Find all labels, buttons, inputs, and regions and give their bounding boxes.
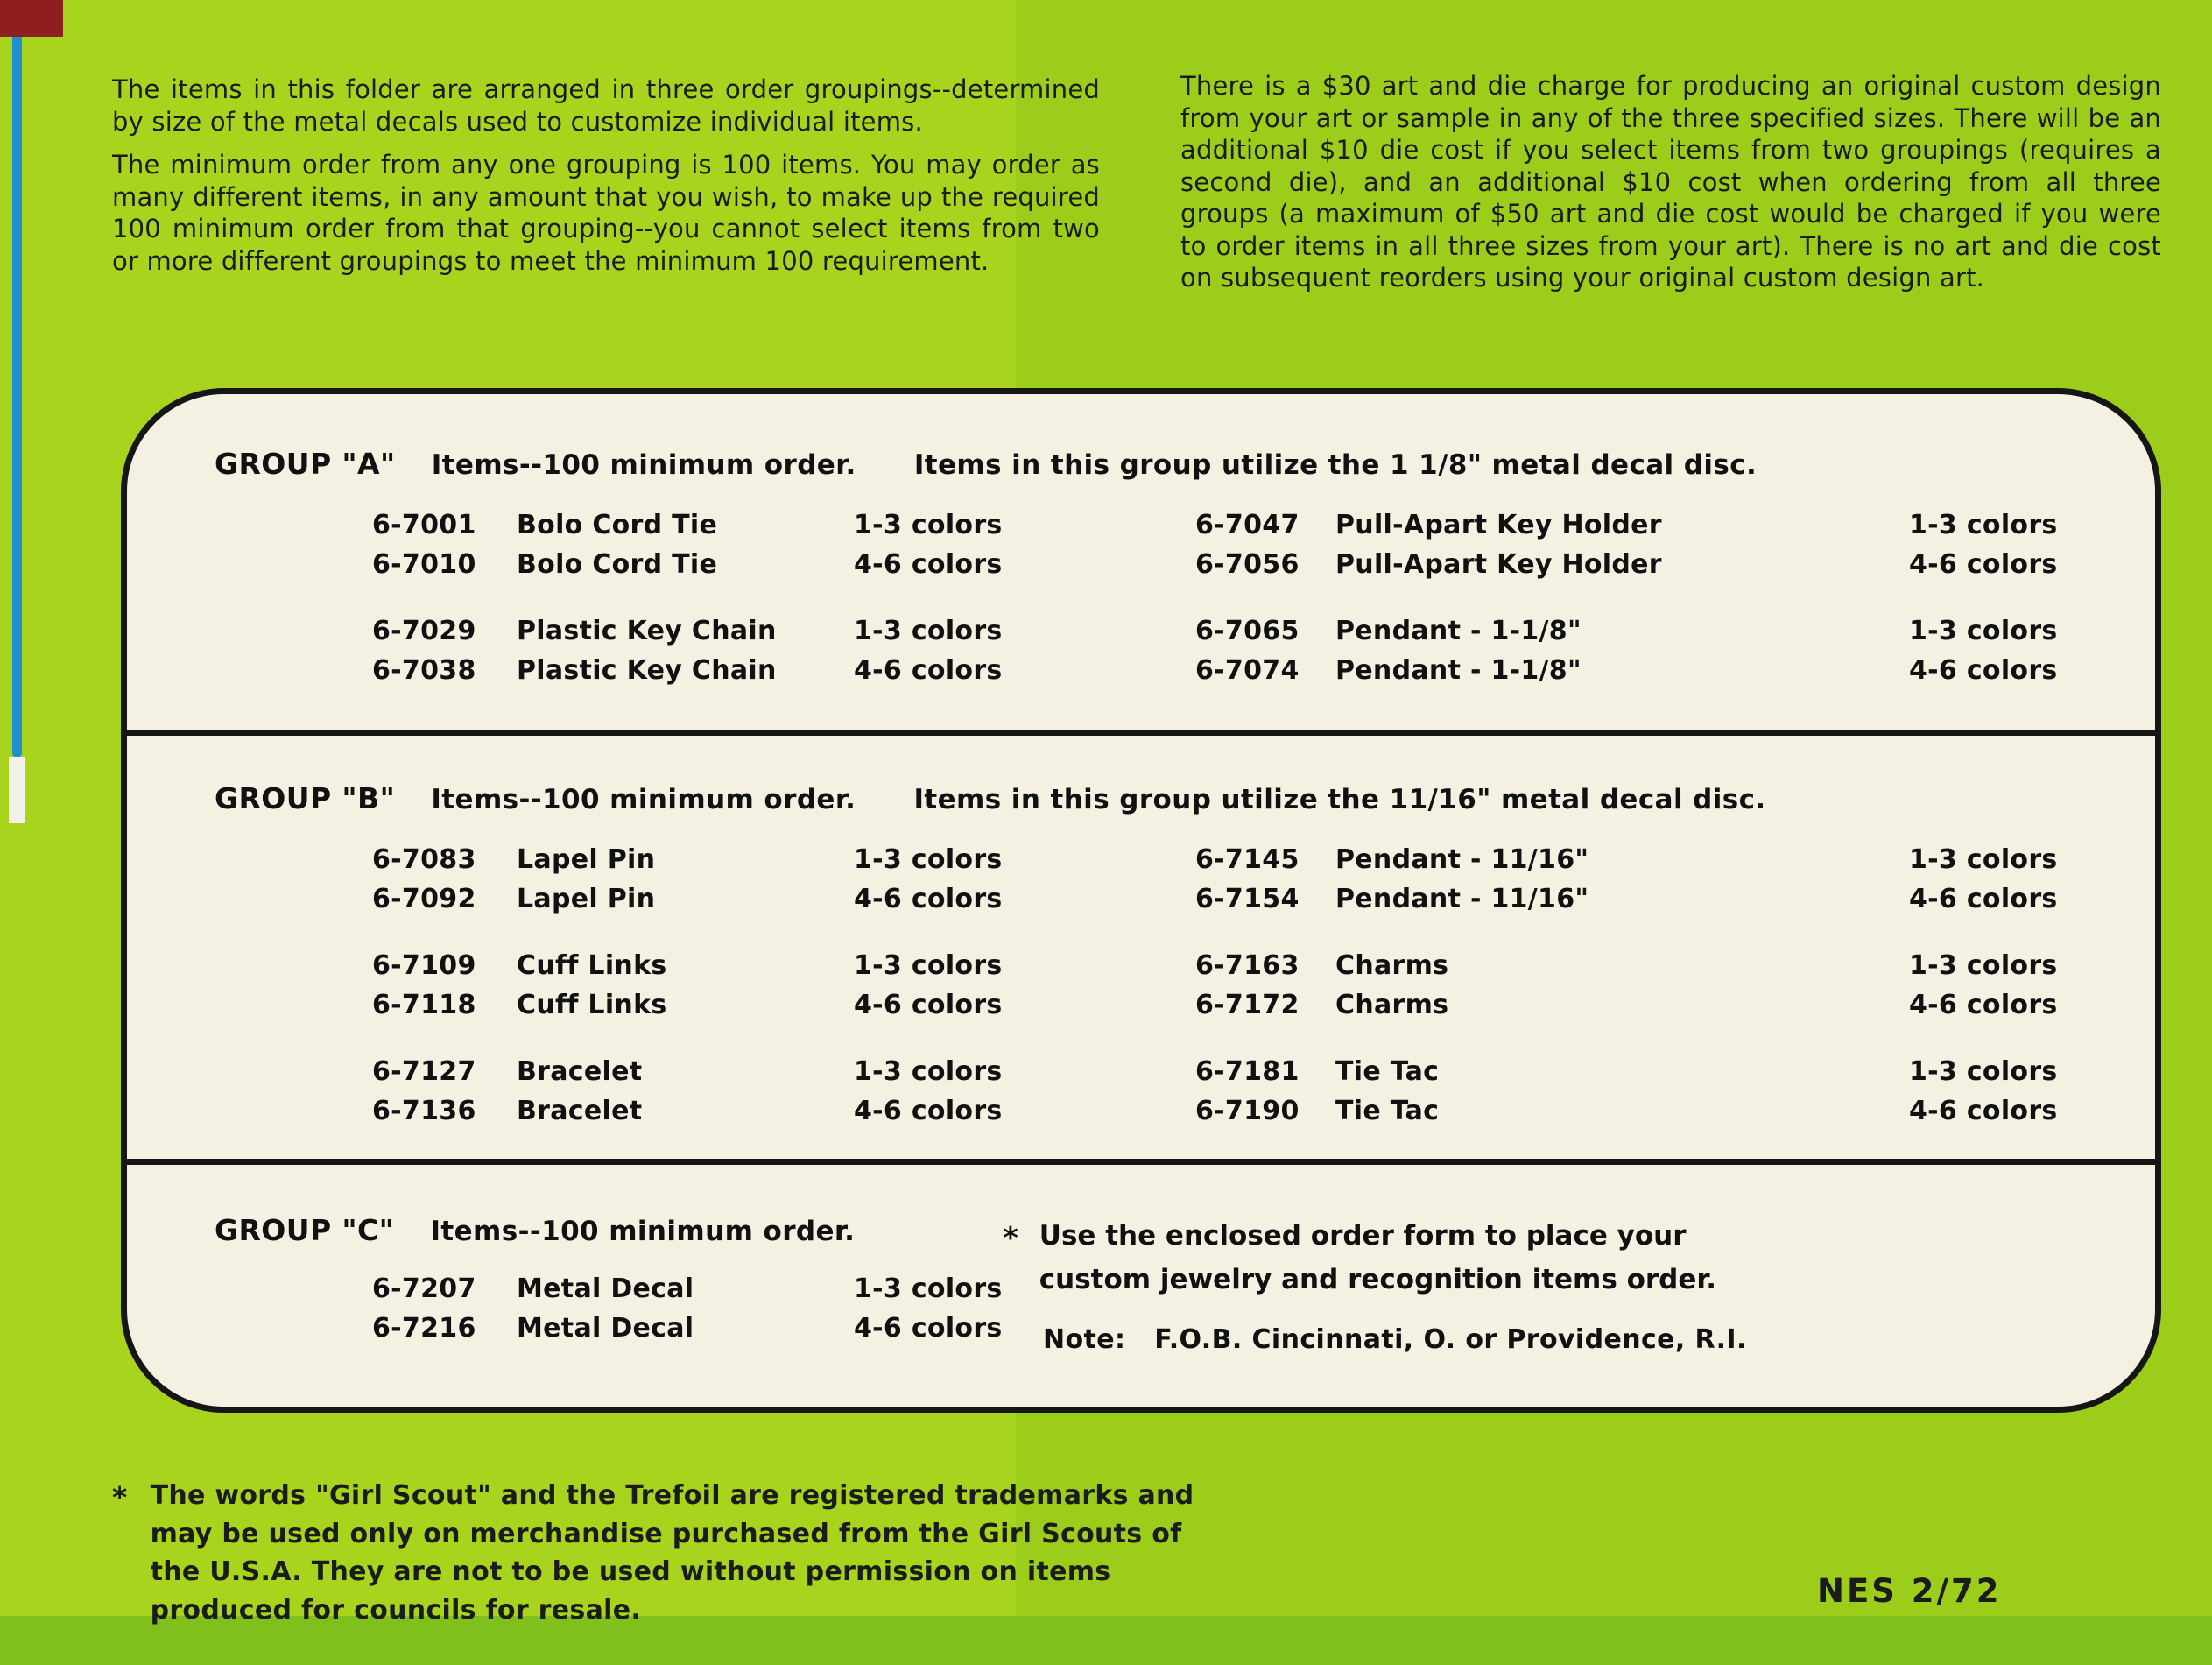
group-a-minimum-order: Items--100 minimum order. (431, 449, 856, 481)
group-c-items (372, 1269, 1003, 1348)
item-code: 6-7154 (1195, 884, 1300, 914)
item-colors: 1-3 colors (854, 844, 1003, 875)
group-divider (127, 1159, 2155, 1165)
item-row (1195, 1091, 2103, 1131)
item-row (1195, 1052, 2103, 1091)
item-code: 6-7145 (1195, 844, 1300, 875)
group-b-items-right-column (1195, 840, 2103, 1131)
intro-paragraph-art-die-charge: There is a $30 art and die charge for producing an original custom design from your art or sample in any of the three specified sizes. There will be an additional $10 die cost if you select items from two groupings (requires a second die), and an additional $10 cost when ordering from all three groups (a maximum of $50 art and die cost would be charged if you were to order items in all three sizes from your art). There is no art and die cost on subsequent reorders using your original custom design art. (1180, 71, 2161, 293)
group-a-label: GROUP "A" (215, 447, 396, 481)
item-name: Tie Tac (1335, 1096, 1440, 1126)
item-code: 6-7216 (372, 1313, 476, 1344)
item-name: Plastic Key Chain (517, 616, 777, 646)
left-edge-white-patch (9, 757, 25, 823)
group-a-section (127, 394, 2155, 730)
group-c-left (215, 1213, 1003, 1407)
corner-red-mark (0, 0, 63, 37)
group-b-label: GROUP "B" (215, 781, 396, 815)
item-colors: 4-6 colors (1909, 549, 2058, 580)
item-row (372, 505, 1195, 545)
item-name: Pull-Apart Key Holder (1335, 549, 1662, 580)
item-code: 6-7001 (372, 510, 476, 540)
item-colors: 1-3 colors (1909, 510, 2058, 540)
item-row (1195, 879, 2103, 919)
group-a-utilize-text: Items in this group utilize the 1 1/8" metal decal disc. (913, 449, 1758, 481)
item-colors: 4-6 colors (1909, 1096, 2058, 1126)
item-colors: 4-6 colors (1909, 884, 2058, 914)
asterisk-marker: * (1003, 1221, 1018, 1256)
item-colors: 1-3 colors (854, 950, 1003, 981)
order-form-note (1003, 1215, 1756, 1302)
item-name: Charms (1335, 950, 1449, 981)
item-code: 6-7181 (1195, 1056, 1300, 1087)
item-colors: 4-6 colors (854, 990, 1003, 1020)
group-b-header (215, 781, 2103, 815)
group-c-notes (1003, 1213, 2103, 1407)
item-code: 6-7163 (1195, 950, 1300, 981)
item-name: Plastic Key Chain (517, 655, 777, 686)
item-code: 6-7065 (1195, 616, 1300, 646)
item-name: Cuff Links (517, 950, 667, 981)
group-b-minimum-order: Items--100 minimum order. (431, 784, 856, 815)
item-row (372, 611, 1195, 651)
item-code: 6-7056 (1195, 549, 1300, 580)
item-code: 6-7127 (372, 1056, 476, 1087)
item-code: 6-7136 (372, 1096, 476, 1126)
item-code: 6-7029 (372, 616, 476, 646)
item-code: 6-7092 (372, 884, 476, 914)
group-c-section (127, 1165, 2155, 1407)
item-colors: 4-6 colors (1909, 655, 2058, 686)
item-colors: 1-3 colors (854, 1273, 1003, 1304)
item-row (372, 946, 1195, 985)
item-row (1195, 840, 2103, 879)
item-row (1195, 505, 2103, 545)
item-code: 6-7190 (1195, 1096, 1300, 1126)
item-row (372, 651, 1195, 690)
group-a-items-right-column (1195, 505, 2103, 690)
intro-column-right (1180, 70, 2161, 294)
group-b-items-left-column (372, 840, 1195, 1131)
item-colors: 4-6 colors (1909, 990, 2058, 1020)
group-a-items (372, 505, 2103, 690)
item-code: 6-7010 (372, 549, 476, 580)
order-form-note-text: Use the enclosed order form to place your custom jewelry and recognition items order. (1039, 1220, 1717, 1295)
item-colors: 1-3 colors (854, 616, 1003, 646)
group-divider (127, 730, 2155, 736)
item-colors: 1-3 colors (1909, 950, 2058, 981)
item-colors: 4-6 colors (854, 1096, 1003, 1126)
group-b-utilize-text: Items in this group utilize the 11/16" metal decal disc. (913, 784, 1766, 815)
trademark-footnote-text: The words "Girl Scout" and the Trefoil are registered trademarks and may be used only on merchandise purchased from the Girl Scouts of the U.S.A. They are not to be used without permission on items produced for councils for resale. (150, 1480, 1194, 1626)
item-name: Cuff Links (517, 990, 667, 1020)
group-b-items (372, 840, 2103, 1131)
item-name: Tie Tac (1335, 1056, 1440, 1087)
item-code: 6-7118 (372, 990, 476, 1020)
item-name: Pendant - 1-1/8" (1335, 616, 1582, 646)
item-row (372, 985, 1195, 1025)
catalog-code: NES 2/72 (1817, 1572, 2002, 1610)
item-row (372, 1052, 1195, 1091)
item-colors: 4-6 colors (854, 1313, 1003, 1344)
fob-note-text: F.O.B. Cincinnati, O. or Providence, R.I. (1154, 1324, 1747, 1356)
item-colors: 1-3 colors (1909, 616, 2058, 646)
intro-paragraph-groupings: The items in this folder are arranged in three order groupings--determined by size of the metal decals used to customize individual items. (112, 74, 1100, 137)
item-code: 6-7038 (372, 655, 476, 686)
item-name: Bracelet (517, 1096, 643, 1126)
item-row (1195, 946, 2103, 985)
item-code: 6-7172 (1195, 990, 1300, 1020)
item-row (1195, 985, 2103, 1025)
item-row (372, 1091, 1195, 1131)
item-code: 6-7207 (372, 1273, 476, 1304)
group-a-header (215, 447, 2103, 481)
order-groups-panel (121, 388, 2161, 1413)
item-row (1195, 651, 2103, 690)
item-code: 6-7083 (372, 844, 476, 875)
item-row (1195, 545, 2103, 584)
item-colors: 4-6 colors (854, 884, 1003, 914)
group-c-minimum-order: Items--100 minimum order. (430, 1216, 856, 1247)
fob-note (1043, 1324, 2103, 1355)
item-code: 6-7074 (1195, 655, 1300, 686)
item-row (372, 1309, 1003, 1348)
item-colors: 4-6 colors (854, 549, 1003, 580)
item-name: Metal Decal (517, 1273, 694, 1304)
item-row (372, 879, 1195, 919)
intro-paragraph-minimum-order: The minimum order from any one grouping is 100 items. You may order as many different items, in any amount that you wish, to make up the required 100 minimum order from that grouping--you cannot select items from two or more different groupings to meet the minimum 100 requirement. (112, 150, 1100, 276)
item-colors: 1-3 colors (854, 1056, 1003, 1087)
item-name: Lapel Pin (517, 844, 656, 875)
item-name: Bracelet (517, 1056, 643, 1087)
item-name: Pendant - 11/16" (1335, 844, 1589, 875)
item-name: Lapel Pin (517, 884, 656, 914)
group-b-section (127, 736, 2155, 1159)
fob-note-label: Note: (1043, 1324, 1126, 1356)
item-name: Metal Decal (517, 1313, 694, 1344)
item-colors: 1-3 colors (1909, 1056, 2058, 1087)
item-name: Bolo Cord Tie (517, 549, 718, 580)
item-name: Charms (1335, 990, 1449, 1020)
group-c-label: GROUP "C" (215, 1213, 395, 1247)
item-colors: 1-3 colors (854, 510, 1003, 540)
item-name: Pendant - 11/16" (1335, 884, 1589, 914)
item-colors: 4-6 colors (854, 655, 1003, 686)
asterisk-marker: * (112, 1480, 128, 1514)
item-name: Pull-Apart Key Holder (1335, 510, 1662, 540)
group-c-header (215, 1213, 1003, 1247)
item-code: 6-7047 (1195, 510, 1300, 540)
item-row (372, 1269, 1003, 1309)
item-colors: 1-3 colors (1909, 844, 2058, 875)
group-a-items-left-column (372, 505, 1195, 690)
item-name: Bolo Cord Tie (517, 510, 718, 540)
item-row (372, 840, 1195, 879)
item-row (1195, 611, 2103, 651)
item-row (372, 545, 1195, 584)
intro-column-left (112, 74, 1100, 277)
trademark-footnote (112, 1477, 1237, 1629)
left-edge-blue-stripe (12, 14, 22, 757)
item-name: Pendant - 1-1/8" (1335, 655, 1582, 686)
item-code: 6-7109 (372, 950, 476, 981)
